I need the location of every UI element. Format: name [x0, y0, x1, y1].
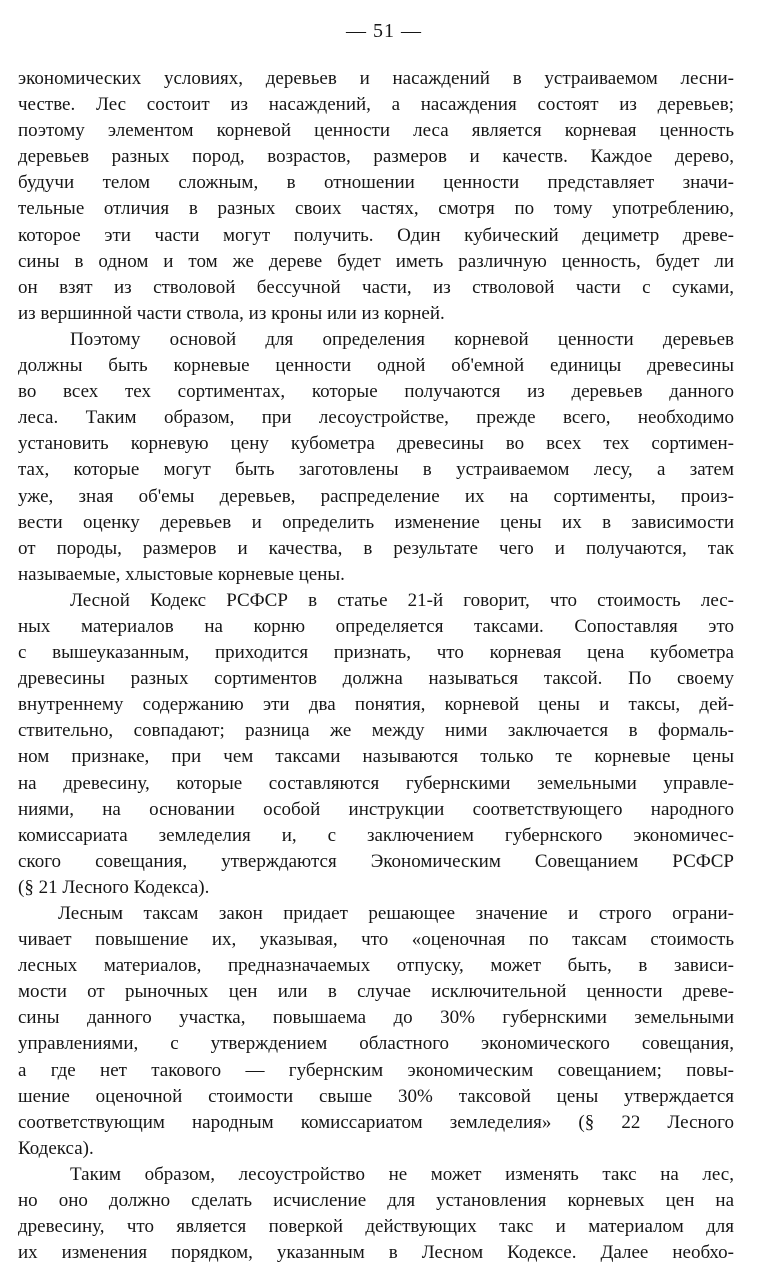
text-line: древесины разных сортиментов должна называться таксой. По своему — [18, 668, 734, 690]
text-line: ных материалов на корню определяется таксами. Сопоставляя это — [18, 615, 734, 637]
text-line: экономических условиях, деревьев и насаждений в устраиваемом лесни- — [18, 68, 734, 89]
text-line: ского совещания, утверждаются Экономическим Совещанием РСФСР — [18, 850, 734, 872]
text-line: вести оценку деревьев и определить изменение цены их в зависимости — [18, 511, 734, 533]
paragraph-forest-taxes — [18, 901, 734, 1162]
text-line: честве. Лес состоит из насаждений, а насаждения состоят из деревьев; — [18, 94, 734, 116]
text-line: (§ 21 Лесного Кодекса). — [18, 876, 210, 898]
text-line: Кодекса). — [18, 1137, 94, 1159]
text-line: соответствующим народным комиссариатом земледелия» (§ 22 Лесного — [18, 1111, 734, 1133]
text-line: ном признаке, при чем таксами называются только те корневые цены — [18, 746, 734, 768]
text-line: которое эти части могут получить. Один кубический дециметр древе- — [18, 224, 734, 246]
text-line: мости от рыночных цен или в случае исключительной ценности древе- — [18, 981, 734, 1003]
text-line: чивает повышение их, указывая, что «оценочная по таксам стоимость — [18, 929, 734, 951]
text-line: шение оценочной стоимости свыше 30% таксовой цены утверждается — [18, 1085, 734, 1107]
text-line: во всех тех сортиментах, которые получаются из деревьев данного — [18, 381, 734, 403]
text-line: ниями, на основании особой инструкции соответствующего народного — [18, 798, 734, 820]
text-line: от породы, размеров и качества, в результате чего и получаются, так — [18, 537, 734, 559]
text-line: уже, зная об'емы деревьев, распределение их на сортименты, произ- — [18, 485, 734, 507]
text-line: называемые, хлыстовые корневые цены. — [18, 563, 345, 585]
text-line: установить корневую цену кубометра древесины во всех тех сортимен- — [18, 433, 734, 455]
text-line: но оно должно сделать исчисление для установления корневых цен на — [18, 1190, 734, 1212]
text-line: с вышеуказанным, приходится признать, что корневая цена кубометра — [18, 642, 734, 664]
text-line: Таким образом, лесоустройство не может изменять такс на лес, — [70, 1163, 734, 1185]
paragraph-root-values — [18, 327, 734, 588]
text-line: Лесным таксам закон придает решающее значение и строго ограни- — [58, 903, 734, 924]
paragraph-forest-management — [18, 1162, 734, 1266]
body-text — [18, 66, 734, 1266]
text-line: Лесной Кодекс РСФСР в статье 21-й говорит, что стоимость лес- — [70, 589, 734, 611]
text-line: древесину, что является поверкой действующих такс и материалом для — [18, 1216, 734, 1238]
text-line: их изменения порядком, указанным в Лесном Кодексе. Далее необхо- — [18, 1242, 734, 1264]
text-line: на древесину, которые составляются губернскими земельными управле- — [18, 772, 734, 794]
text-line: он взят из стволовой бессучной части, из стволовой части с суками, — [18, 276, 734, 298]
text-line: комиссариата земледелия и, с заключением губернского экономичес- — [18, 824, 734, 846]
text-line: сины в одном и том же дереве будет иметь различную ценность, будет ли — [18, 250, 734, 272]
text-line: ствительно, совпадают; разница же между ними заключается в формаль- — [18, 720, 734, 742]
text-line: деревьев разных пород, возрастов, размеров и качеств. Каждое дерево, — [18, 146, 734, 168]
text-line: лесных материалов, предназначаемых отпуску, может быть, в зависи- — [18, 955, 734, 977]
text-line: леса. Таким образом, при лесоустройстве, прежде всего, необходимо — [18, 407, 734, 429]
text-line: тах, которые могут быть заготовлены в устраиваемом лесу, а затем — [18, 459, 734, 481]
text-line: а где нет такового — губернским экономическим совещанием; повы- — [18, 1059, 734, 1081]
text-line: должны быть корневые ценности одной об'емной единицы древесины — [18, 355, 734, 377]
paragraph-forest-code — [18, 588, 734, 901]
paragraph-continuation — [18, 66, 734, 327]
text-line: поэтому элементом корневой ценности леса является корневая ценность — [18, 120, 734, 142]
text-line: управлениями, с утверждением областного экономического совещания, — [18, 1033, 734, 1055]
text-line: сины данного участка, повышаема до 30% губернскими земельными — [18, 1007, 734, 1029]
text-line: тельные отличия в разных своих частях, смотря по тому употреблению, — [18, 198, 734, 220]
text-line: будучи телом сложным, в отношении ценности представляет значи- — [18, 172, 734, 194]
text-line: Поэтому основой для определения корневой ценности деревьев — [70, 328, 734, 350]
page-number: — 51 — — [346, 20, 422, 42]
text-line: из вершинной части ствола, из кроны или из корней. — [18, 302, 445, 324]
text-line: внутреннему содержанию эти два понятия, корневой цены и таксы, дей- — [18, 694, 734, 716]
